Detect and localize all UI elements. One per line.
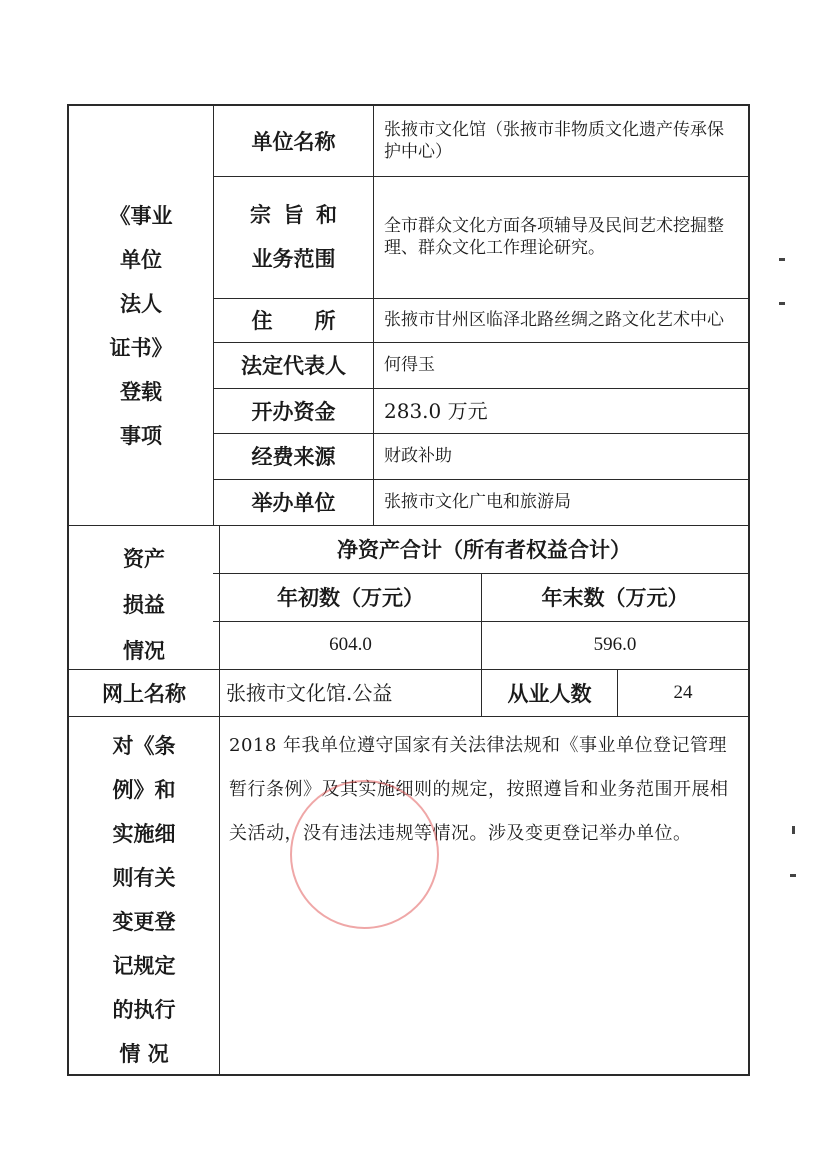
side-label-line: 证书》: [109, 335, 173, 360]
scan-mark: [779, 258, 785, 261]
side-label-line: 对《条: [112, 733, 176, 758]
legal-rep-value: 何得玉: [384, 355, 435, 375]
begin-label: 年初数（万元）: [277, 585, 424, 610]
purpose-value: 全市群众文化方面各项辅导及民间艺术挖掘整理、群众文化工作理论研究。: [384, 216, 724, 258]
side-label-line: 情 况: [119, 1041, 169, 1066]
side-label-line: 资产: [123, 546, 165, 571]
side-label-line: 情况: [123, 638, 165, 663]
net-assets-title: 净资产合计（所有者权益合计）: [337, 537, 631, 562]
side-label-line: 则有关: [112, 865, 176, 890]
scan-mark: [792, 826, 795, 834]
purpose-label: [214, 176, 373, 298]
side-label-line: 例》和: [112, 777, 176, 802]
online-name-value: 张掖市文化馆.公益: [226, 680, 393, 705]
capital-value: 283.0 万元: [384, 398, 488, 423]
side-label-assets: [69, 536, 219, 674]
scan-mark: [779, 302, 785, 305]
section-divider: [69, 716, 748, 717]
side-label-line: 损益: [123, 592, 165, 617]
seal-stamp: [290, 780, 439, 929]
purpose-label-line2: 业务范围: [251, 246, 336, 271]
compliance-text: 2018 年我单位遵守国家有关法律法规和《事业单位登记管理暂行条例》及其实施细则的规定，按照遵旨和业务范围开展相关活动，没有违法违规等情况。涉及变更登记举办单位。: [229, 735, 729, 844]
online-name-label: 网上名称: [102, 680, 186, 706]
sponsor-value: 张掖市文化广电和旅游局: [384, 492, 571, 512]
capital-label: 开办资金: [251, 398, 336, 424]
end-value: 596.0: [593, 634, 637, 655]
registration-form: [67, 104, 750, 1076]
side-label-line: 变更登: [112, 909, 176, 934]
address-value: 张掖市甘州区临泽北路丝绸之路文化艺术中心: [384, 309, 724, 330]
purpose-label-line1: 宗旨和: [250, 202, 349, 227]
staff-label: 从业人数: [507, 680, 592, 706]
funding-label: 经费来源: [251, 444, 336, 469]
side-label-line: 法人: [120, 291, 162, 316]
begin-value: 604.0: [329, 634, 372, 655]
side-label-compliance: [69, 724, 219, 1076]
side-label-line: 事项: [120, 423, 162, 448]
scan-mark: [790, 874, 796, 877]
side-label-line: 记规定: [112, 953, 176, 978]
legal-rep-label: 法定代表人: [241, 353, 346, 378]
unit-name-value: 张掖市文化馆（张掖市非物质文化遗产传承保护中心）: [384, 120, 724, 162]
side-label-line: 《事业: [109, 203, 173, 228]
address-label: 住 所: [251, 308, 336, 333]
side-label-registration: [69, 194, 213, 458]
side-label-line: 登载: [120, 379, 162, 404]
funding-value: 财政补助: [384, 446, 452, 466]
unit-name-label: 单位名称: [251, 129, 336, 154]
end-label: 年末数（万元）: [541, 585, 689, 610]
side-label-line: 实施细: [112, 821, 176, 846]
staff-value: 24: [673, 681, 693, 703]
sponsor-label: 举办单位: [251, 490, 336, 515]
side-label-line: 单位: [120, 247, 162, 272]
side-label-line: 的执行: [112, 997, 176, 1022]
